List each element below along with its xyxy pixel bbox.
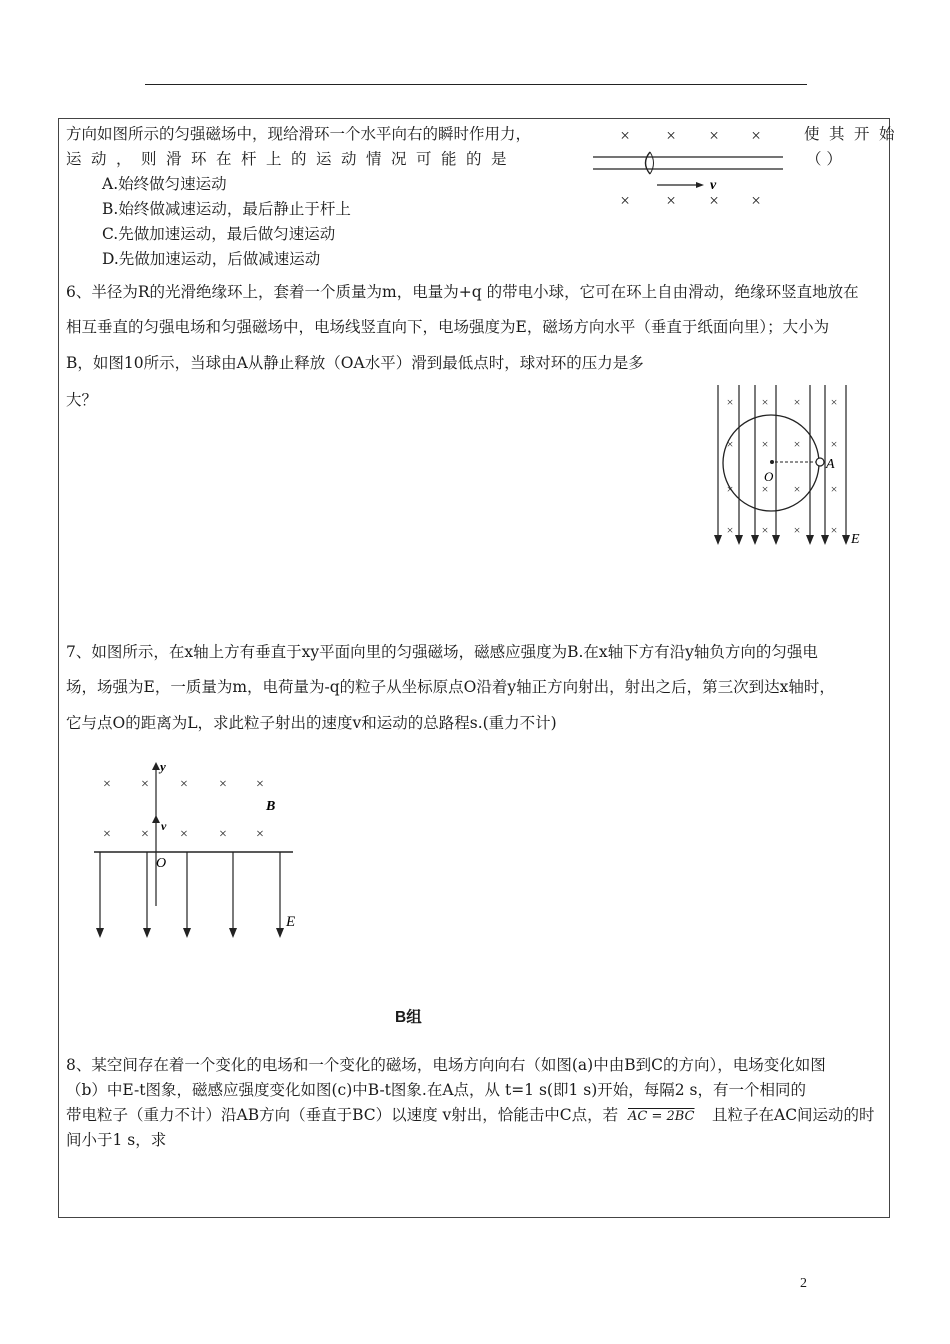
page-number: 2 <box>800 1276 807 1291</box>
svg-text:×: × <box>830 395 838 409</box>
field-cross-mark: × <box>751 191 761 210</box>
field-cross-mark: × <box>620 191 630 210</box>
q7-field-figure <box>90 760 305 945</box>
electric-field-arrowheads <box>96 928 284 938</box>
q6-line1: 6、半径为R的光滑绝缘环上，套着一个质量为m，电量为+q 的带电小球，它可在环上自由滑动，绝缘环竖直地放在 <box>66 283 859 301</box>
svg-text:×: × <box>726 437 734 451</box>
y-axis-arrowhead <box>152 762 160 770</box>
svg-text:×: × <box>141 777 149 792</box>
q5-line1-tail: 使其开始 <box>804 125 905 143</box>
field-cross-mark: × <box>751 126 761 145</box>
svg-text:×: × <box>793 523 801 537</box>
field-cross-mark: × <box>620 126 630 145</box>
charged-ball <box>816 458 824 466</box>
q5-option-b: B.始终做减速运动，最后静止于杆上 <box>102 200 351 218</box>
q6-line2: 相互垂直的匀强电场和匀强磁场中，电场线竖直向下，电场强度为E，磁场方向水平（垂直于纸面向里）；大小为 <box>66 318 830 336</box>
field-cross-mark: × <box>709 191 719 210</box>
svg-text:×: × <box>256 777 264 792</box>
svg-text:×: × <box>103 827 111 842</box>
q7-line3: 它与点O的距离为L，求此粒子射出的速度v和运动的总路程s.(重力不计) <box>66 714 557 732</box>
svg-text:×: × <box>761 482 769 496</box>
q7-line2: 场，场强为E，一质量为m，电荷量为-q的粒子从坐标原点O沿着y轴正方向射出，射出之后，第三次到达x轴时， <box>66 678 835 696</box>
velocity-arrowhead <box>152 815 160 823</box>
q8-line1: 8、某空间存在着一个变化的电场和一个变化的磁场，电场方向向右（如图(a)中由B到C的方向），电场变化如图 <box>66 1056 826 1074</box>
velocity-arrowhead <box>696 182 704 188</box>
q5-ring-rod-figure <box>590 122 795 212</box>
svg-text:×: × <box>726 482 734 496</box>
q6-line3: B，如图10所示，当球由A从静止释放（OA水平）滑到最低点时，球对环的压力是多 <box>66 354 644 372</box>
svg-text:×: × <box>793 482 801 496</box>
q8-line3: 带电粒子（重力不计）沿AB方向（垂直于BC）以速度 v射出，恰能击中C点，若 <box>66 1106 619 1124</box>
label-E: E <box>286 914 296 930</box>
label-B: B <box>266 799 276 814</box>
q7-line1: 7、如图所示，在x轴上方有垂直于xy平面向里的匀强磁场，磁感应强度为B.在x轴下方有沿y轴负方向的匀强电 <box>66 643 818 661</box>
svg-text:×: × <box>793 395 801 409</box>
svg-text:×: × <box>761 437 769 451</box>
label-O: O <box>764 469 774 484</box>
field-cross-mark: × <box>666 126 676 145</box>
svg-text:×: × <box>726 523 734 537</box>
q6-line4: 大？ <box>66 391 98 409</box>
svg-text:×: × <box>830 437 838 451</box>
svg-text:×: × <box>761 523 769 537</box>
header-rule <box>145 84 807 85</box>
center-point <box>770 460 774 464</box>
ring <box>646 152 651 174</box>
label-E: E <box>851 532 860 547</box>
q5-option-c: C.先做加速运动，最后做匀速运动 <box>102 225 336 243</box>
q5-line1: 方向如图所示的匀强磁场中，现给滑环一个水平向右的瞬时作用力， <box>66 125 532 143</box>
field-cross-mark: × <box>709 126 719 145</box>
svg-text:×: × <box>761 395 769 409</box>
q5-option-d: D.先做加速运动，后做减速运动 <box>102 250 321 268</box>
section-b-heading: B组 <box>395 1009 422 1026</box>
ring <box>650 152 654 174</box>
svg-text:×: × <box>830 482 838 496</box>
svg-text:×: × <box>219 827 227 842</box>
svg-text:×: × <box>256 827 264 842</box>
velocity-label: v <box>710 178 717 193</box>
svg-text:×: × <box>726 395 734 409</box>
electric-field-arrowheads <box>714 535 850 545</box>
q8-line2: （b）中E-t图象，磁感应强度变化如图(c)中B-t图象.在A点，从 t=1 s(即1 s)开始，每隔2 s，有一个相同的 <box>66 1081 806 1099</box>
q8-line3-tail: 且粒子在AC间运动的时 <box>712 1106 875 1124</box>
q5-answer-blank: （ ） <box>806 150 842 168</box>
q8-formula: AC = 2BC <box>628 1109 695 1124</box>
svg-text:×: × <box>830 523 838 537</box>
field-cross-mark: × <box>666 191 676 210</box>
electric-field-lines <box>100 852 280 930</box>
label-A: A <box>826 457 835 472</box>
svg-text:×: × <box>219 777 227 792</box>
svg-text:×: × <box>180 777 188 792</box>
q5-line2: 运动，则滑环在杆上的运动情况可能的是 <box>66 150 517 168</box>
label-v: v <box>161 819 167 833</box>
q5-option-a: A.始终做匀速运动 <box>102 175 227 193</box>
q8-line4: 间小于1 s，求 <box>66 1131 167 1149</box>
label-O: O <box>156 856 167 871</box>
svg-text:×: × <box>141 827 149 842</box>
label-y: y <box>160 759 166 774</box>
svg-text:×: × <box>180 827 188 842</box>
svg-text:×: × <box>793 437 801 451</box>
q6-ring-field-figure <box>705 382 875 550</box>
svg-text:×: × <box>103 777 111 792</box>
